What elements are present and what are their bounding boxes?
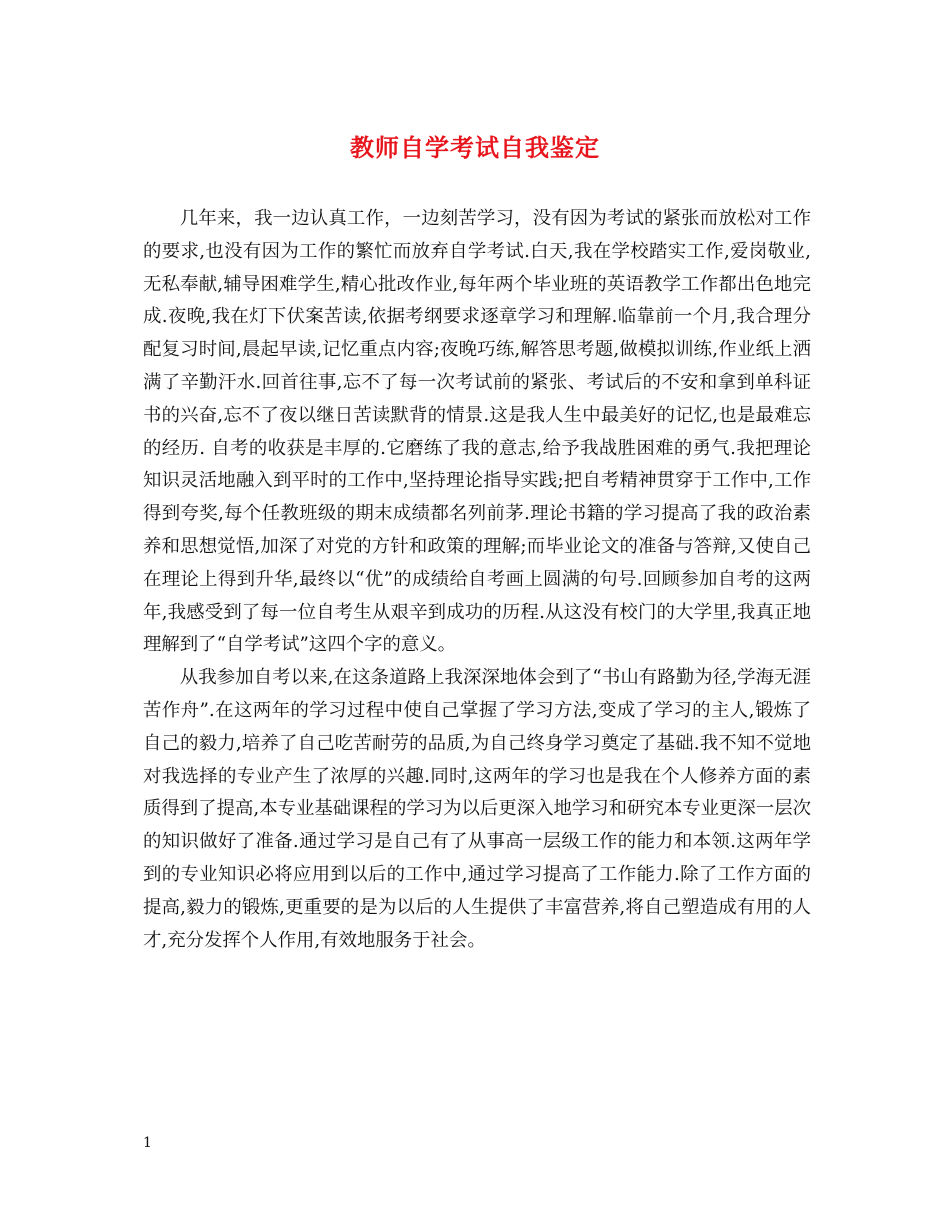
page-number: 1: [143, 1135, 152, 1151]
body-paragraph-2: 从我参加自考以来,在这条道路上我深深地体会到了“书山有路勤为径,学海无涯苦作舟”.在这两年的学习过程中使自己掌握了学习方法,变成了学习的主人,锻炼了自己的毅力,培养了自己吃苦耐劳的品质,为自己终身学习奠定了基础.我不知不觉地对我选择的专业产生了浓厚的兴趣.同时,这两年的学习也是我在个人修养方面的素质得到了提高,本专业基础课程的学习为以后更深入地学习和研究本专业更深一层次的知识做好了准备.通过学习是自己有了从事高一层级工作的能力和本领.这两年学到的专业知识必将应用到以后的工作中,通过学习提高了工作能力.除了工作方面的提高,毅力的锻炼,更重要的是为以后的人生提供了丰富营养,将自己塑造成有用的人才,充分发挥个人作用,有效地服务于社会。: [143, 667, 811, 951]
document-body: [143, 203, 811, 957]
body-paragraph-1: 几年来，我一边认真工作，一边刻苦学习，没有因为考试的紧张而放松对工作的要求,也没有因为工作的繁忙而放弃自学考试.白天,我在学校踏实工作,爱岗敬业,无私奉献,辅导困难学生,精心批改作业,每年两个毕业班的英语教学工作都出色地完成.夜晚,我在灯下伏案苦读,依据考纲要求逐章学习和理解.临靠前一个月,我合理分配复习时间,晨起早读,记忆重点内容;夜晚巧练,解答思考题,做模拟训练,作业纸上洒满了辛勤汗水.回首往事,忘不了每一次考试前的紧张、考试后的不安和拿到单科证书的兴奋,忘不了夜以继日苦读默背的情景.这是我人生中最美好的记忆,也是最难忘的经历. 自考的收获是丰厚的.它磨练了我的意志,给予我战胜困难的勇气.我把理论知识灵活地融入到平时的工作中,坚持理论指导实践;把自考精神贯穿于工作中,工作得到夸奖,每个任教班级的期末成绩都名列前茅.理论书籍的学习提高了我的政治素养和思想觉悟,加深了对党的方针和政策的理解;而毕业论文的准备与答辩,又使自己在理论上得到升华,最终以“优”的成绩给自考画上圆满的句号.回顾参加自考的这两年,我感受到了每一位自考生从艰辛到成功的历程.从这没有校门的大学里,我真正地理解到了“自学考试”这四个字的意义。: [143, 208, 811, 656]
page-title: 教师自学考试自我鉴定: [350, 133, 600, 162]
